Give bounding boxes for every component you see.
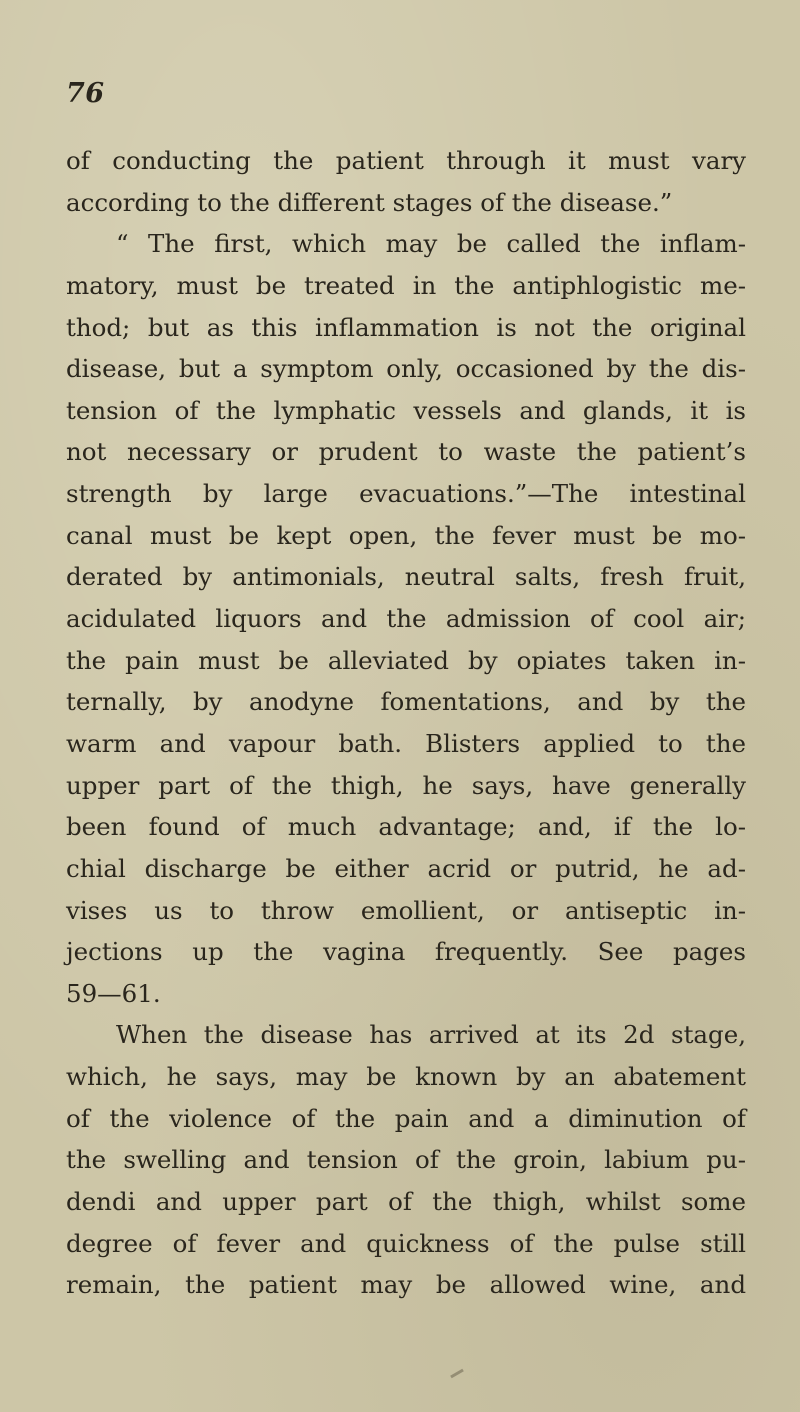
text-line: warm and vapour bath. Blisters applied to the [66, 728, 746, 758]
text-line: upper part of the thigh, he says, have generally [66, 770, 746, 800]
text-line: “ The first, which may be called the inflam- [116, 229, 746, 259]
text-line: vises us to throw emollient, or antiseptic in- [66, 895, 746, 925]
text-line: thod; but as this inflammation is not the original [66, 312, 746, 342]
text-line: jections up the vagina frequently. See pages [66, 937, 746, 967]
text-line: according to the different stages of the disease.” [66, 187, 673, 217]
text-line: of conducting the patient through it must vary [66, 146, 746, 175]
text-line: 59—61. [66, 978, 161, 1008]
text-line: strength by large evacuations.”—The intestinal [66, 479, 746, 509]
ink-smudge [450, 1369, 464, 1379]
body-text [66, 140, 746, 1306]
text-line: disease, but a symptom only, occasioned by the dis- [66, 354, 746, 384]
text-line: canal must be kept open, the fever must be mo- [66, 520, 746, 550]
text-line: tension of the lymphatic vessels and glands, it is [66, 395, 746, 425]
text-line: the swelling and tension of the groin, labium pu- [66, 1145, 746, 1175]
text-line: derated by antimonials, neutral salts, fresh fruit, [66, 562, 746, 592]
page-number: 76 [66, 78, 105, 109]
text-line: not necessary or prudent to waste the patient’s [66, 437, 746, 467]
text-line: dendi and upper part of the thigh, whilst some [66, 1187, 746, 1217]
text-line: matory, must be treated in the antiphlogistic me- [66, 270, 746, 300]
text-line: When the disease has arrived at its 2d stage, [116, 1020, 746, 1050]
text-line: ternally, by anodyne fomentations, and by the [66, 687, 746, 717]
text-line: chial discharge be either acrid or putrid, he ad- [66, 853, 746, 883]
text-line: been found of much advantage; and, if the lo- [66, 812, 746, 842]
text-line: remain, the patient may be allowed wine, and [66, 1270, 746, 1300]
text-line: which, he says, may be known by an abatement [66, 1062, 746, 1092]
text-line: acidulated liquors and the admission of cool air; [66, 604, 746, 634]
text-line: of the violence of the pain and a diminution of [66, 1103, 746, 1133]
text-line: the pain must be alleviated by opiates taken in- [66, 645, 746, 675]
text-line: degree of fever and quickness of the pulse still [66, 1228, 746, 1258]
